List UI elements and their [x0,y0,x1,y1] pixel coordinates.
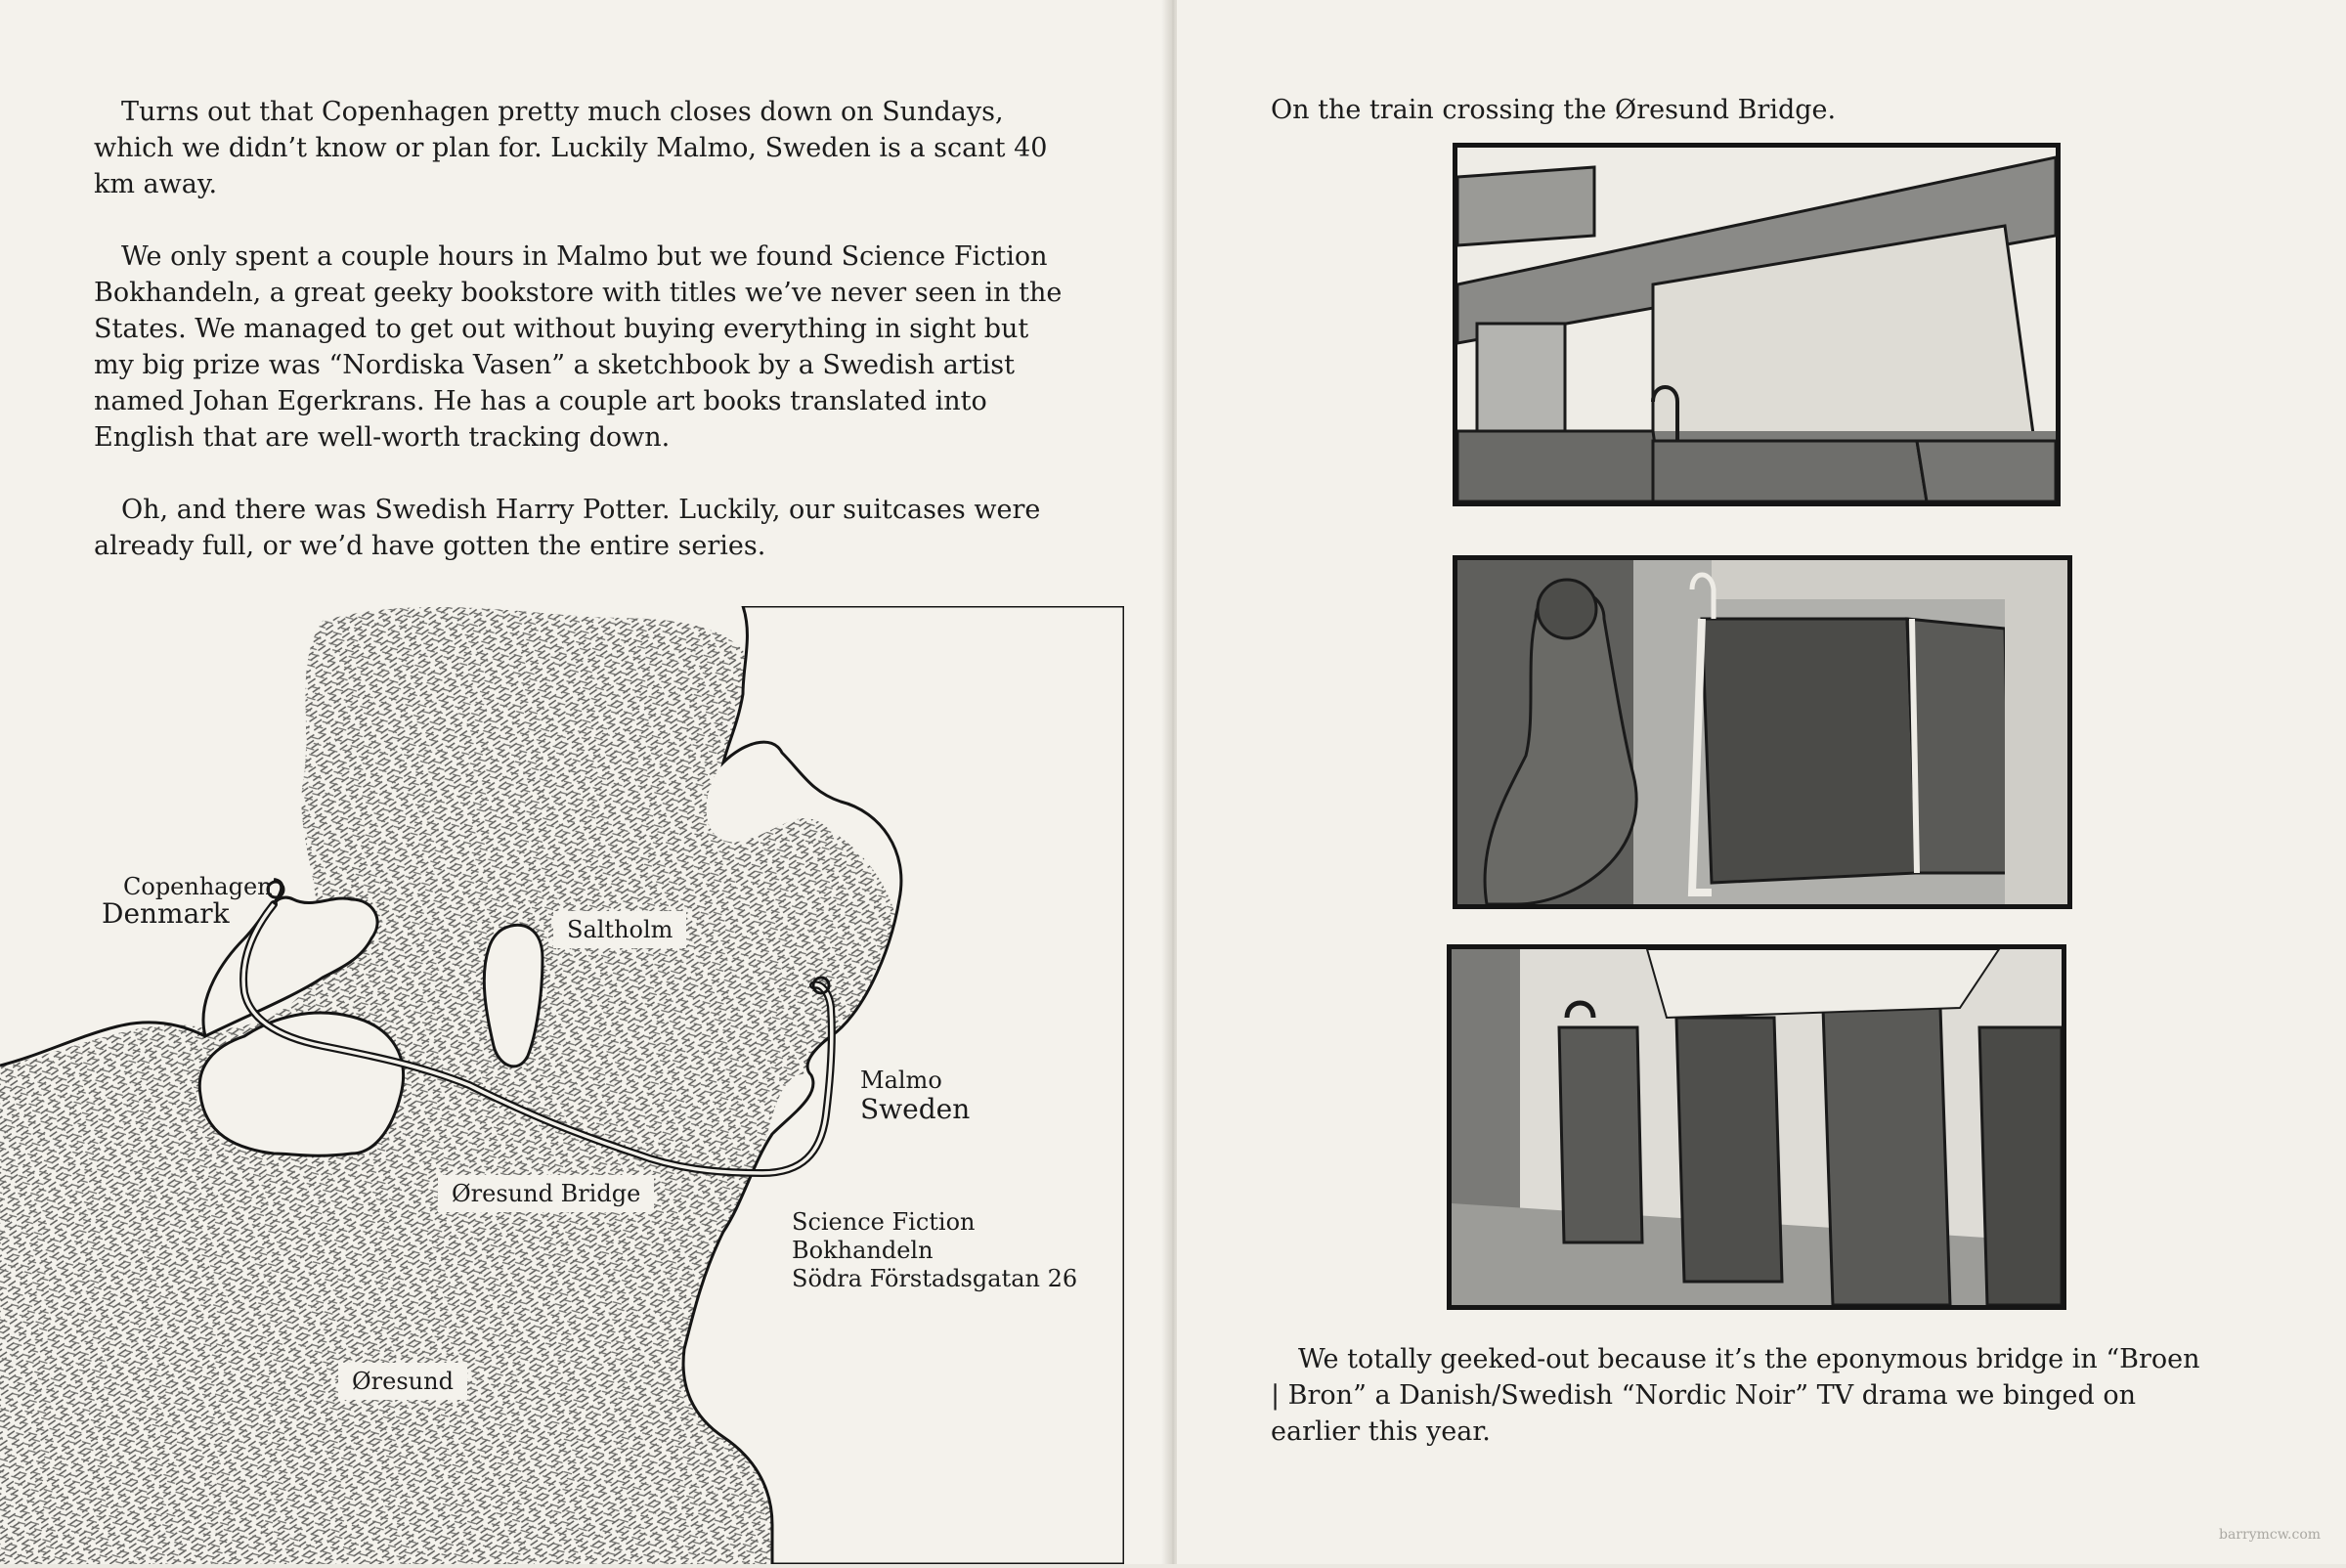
sketch-panel-train-ceiling [1453,143,2061,506]
label-bookstore-line2: Bokhandeln [792,1237,934,1264]
label-bookstore-line3: Södra Förstadsgatan 26 [792,1265,1078,1292]
left-page [0,0,1169,1564]
left-text-block [94,94,1071,600]
sketch-panel-passenger-seat [1453,555,2072,909]
paragraph-copenhagen-sunday: Turns out that Copenhagen pretty much closes down on Sundays, which we didn’t know or plan for. Luckily Malmo, Sweden is a scant 40 km away. [94,97,1048,199]
sketch-panel-seat-rows [1447,944,2066,1310]
label-bookstore-line1: Science Fiction [792,1208,976,1236]
label-malmo: Malmo [860,1067,942,1094]
paragraph-harry-potter: Oh, and there was Swedish Harry Potter. Luckily, our suitcases were already full, or we’d have gotten the entire series. [94,495,1041,561]
label-denmark: Denmark [102,897,230,930]
label-oresund-bridge: Øresund Bridge [438,1175,654,1212]
oresund-map [0,606,1124,1564]
paragraph-bookstore: We only spent a couple hours in Malmo but we found Science Fiction Bokhandeln, a great geeky bookstore with titles we’ve never seen in the States. We managed to get out without buying everything in sight but my big prize was “Nordiska Vasen” a sketchbook by a Swedish artist named Johan Egerkrans. He has a couple art books translated into English that are well-worth tracking down. [94,241,1063,453]
paragraph-broen-bron: We totally geeked-out because it’s the eponymous bridge in “Broen | Bron” a Danish/Swedish “Nordic Noir” TV drama we binged on earlier this year. [1271,1344,2200,1447]
map-drawing [0,606,1124,1564]
label-saltholm: Saltholm [553,911,686,948]
label-sweden: Sweden [860,1093,971,1125]
label-bookstore [782,1202,1087,1299]
right-bottom-text [1271,1341,2209,1450]
site-watermark: barrymcw.com [2219,1527,2322,1543]
label-oresund-strait: Øresund [338,1363,467,1400]
train-caption: On the train crossing the Øresund Bridge. [1271,95,1837,125]
right-page [1177,0,2346,1564]
label-copenhagen: Copenhagen [123,873,273,900]
